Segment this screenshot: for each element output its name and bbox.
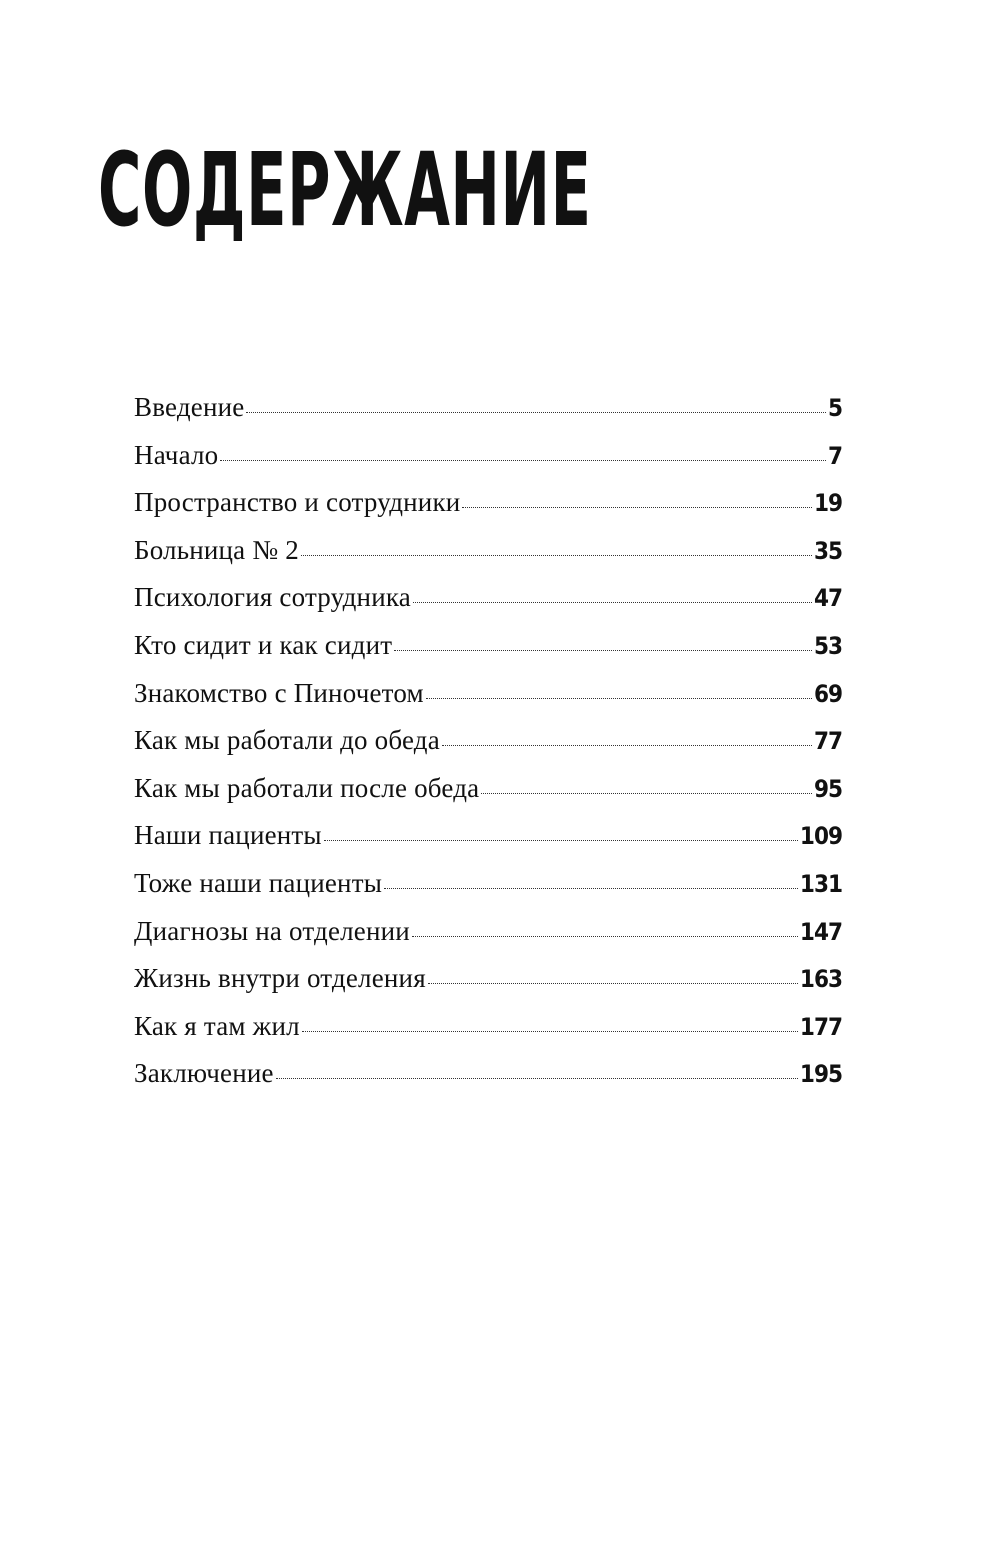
toc-entry-title: Как мы работали до обеда bbox=[134, 725, 440, 756]
toc-entry-page-number: 5 bbox=[827, 394, 842, 422]
toc-entry[interactable] bbox=[134, 535, 842, 583]
toc-entry-page-number: 47 bbox=[813, 584, 842, 613]
dot-leader bbox=[301, 555, 812, 556]
dot-leader bbox=[481, 793, 812, 794]
toc-entry-title: Как мы работали после обеда bbox=[134, 772, 480, 803]
toc-entry[interactable] bbox=[134, 582, 842, 630]
dot-leader bbox=[462, 507, 812, 508]
dot-leader bbox=[324, 840, 798, 841]
toc-entry[interactable] bbox=[134, 868, 842, 916]
toc-entry-page-number: 195 bbox=[799, 1060, 842, 1089]
toc-entry[interactable] bbox=[134, 678, 842, 726]
dot-leader bbox=[428, 983, 798, 984]
toc-entry-page-number: 95 bbox=[813, 774, 842, 803]
toc-entry-title: Наши пациенты bbox=[134, 820, 322, 851]
toc-entry-title: Психология сотрудника bbox=[134, 582, 411, 613]
toc-entry[interactable] bbox=[134, 916, 842, 964]
toc-entry-page-number: 53 bbox=[813, 631, 842, 660]
toc-entry[interactable] bbox=[134, 1058, 842, 1106]
dot-leader bbox=[276, 1078, 798, 1079]
dot-leader bbox=[412, 936, 798, 937]
toc-entry-page-number: 77 bbox=[813, 727, 842, 756]
toc-entry-page-number: 131 bbox=[799, 869, 842, 898]
table-of-contents bbox=[134, 392, 842, 1106]
toc-entry-page-number: 69 bbox=[813, 679, 842, 708]
dot-leader bbox=[426, 698, 812, 699]
toc-entry-title: Как я там жил bbox=[134, 1010, 300, 1041]
toc-entry[interactable] bbox=[134, 773, 842, 821]
toc-entry-title: Пространство и сотрудники bbox=[134, 487, 461, 518]
toc-entry-title: Введение bbox=[134, 392, 245, 422]
dot-leader bbox=[246, 412, 826, 413]
dot-leader bbox=[413, 602, 812, 603]
toc-entry-page-number: 35 bbox=[813, 536, 842, 565]
toc-entry[interactable] bbox=[134, 440, 842, 488]
toc-entry-title: Заключение bbox=[134, 1058, 274, 1089]
page-title: СОДЕРЖАНИЕ bbox=[98, 131, 592, 250]
dot-leader bbox=[442, 745, 812, 746]
dot-leader bbox=[220, 460, 826, 461]
dot-leader bbox=[384, 888, 798, 889]
toc-entry[interactable] bbox=[134, 820, 842, 868]
toc-entry-title: Кто сидит и как сидит bbox=[134, 629, 393, 660]
toc-entry[interactable] bbox=[134, 487, 842, 535]
toc-entry-title: Начало bbox=[134, 439, 219, 470]
dot-leader bbox=[302, 1031, 798, 1032]
toc-entry-page-number: 163 bbox=[799, 965, 842, 994]
toc-entry[interactable] bbox=[134, 392, 842, 440]
toc-entry-title: Знакомство с Пиночетом bbox=[134, 677, 424, 708]
toc-entry-title: Больница № 2 bbox=[134, 534, 299, 565]
toc-entry[interactable] bbox=[134, 630, 842, 678]
toc-entry-page-number: 177 bbox=[799, 1012, 842, 1041]
dot-leader bbox=[394, 650, 812, 651]
toc-entry[interactable] bbox=[134, 963, 842, 1011]
toc-entry-page-number: 19 bbox=[813, 489, 842, 518]
toc-entry[interactable] bbox=[134, 1011, 842, 1059]
toc-entry-title: Диагнозы на отделении bbox=[134, 915, 410, 946]
toc-entry-page-number: 7 bbox=[827, 441, 842, 470]
toc-entry-title: Тоже наши пациенты bbox=[134, 867, 383, 898]
toc-entry-title: Жизнь внутри отделения bbox=[134, 963, 426, 994]
toc-entry-page-number: 147 bbox=[799, 917, 842, 946]
toc-entry-page-number: 109 bbox=[799, 822, 842, 851]
toc-entry[interactable] bbox=[134, 725, 842, 773]
